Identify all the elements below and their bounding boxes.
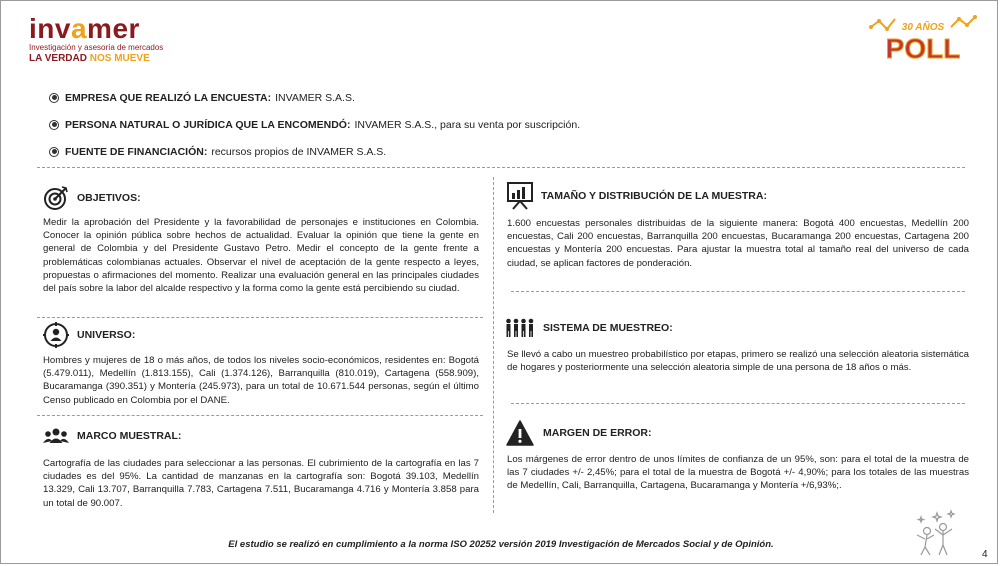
- section-title: UNIVERSO:: [77, 329, 136, 341]
- section-title: MARGEN DE ERROR:: [543, 427, 652, 439]
- presentation-chart-icon: [507, 183, 533, 209]
- badge-main-text: POLL: [885, 33, 961, 64]
- divider: [511, 291, 965, 292]
- invamer-logo: [29, 15, 179, 64]
- section-tamano-header: [507, 183, 767, 209]
- logo-subtitle: Investigación y asesoría de mercados: [29, 43, 164, 52]
- section-tamano-text: 1.600 encuestas personales distribuidas de la siguiente manera: Bogotá 400 encuestas, Medellín 200 encuestas, Cali 200 encuestas, Barranquilla 200 encuestas, Bucaramanga 200 encuestas, Cartagena 200 encuestas y Montería 200 encuestas. Para ajustar la muestra total al tamaño real del universo de cada ciudad, se aplican factores de ponderación.: [507, 218, 969, 269]
- list-item: FUENTE DE FINANCIACIÓN: recursos propios de INVAMER S.A.S.: [49, 138, 949, 165]
- section-margen-text: Los márgenes de error dentro de unos límites de confianza de un 95%, son: para el total de la muestra de las 7 ciudades +/- 2,45%; para el total de la muestra de Bogotá +/- 4,90%; para los totales de las muestras de Medellín, Cali, Barranquilla, Cartagena, Bucaramanga y Montería +/6,93%;.: [507, 454, 969, 492]
- section-objetivos-header: [43, 185, 141, 211]
- section-marco-header: [43, 423, 181, 449]
- section-title: MARCO MUESTRAL:: [77, 430, 182, 442]
- radio-bullet-icon: [49, 147, 59, 157]
- section-title: SISTEMA DE MUESTREO:: [543, 322, 673, 334]
- section-universo-header: [43, 322, 135, 348]
- poll-30-years-badge: [867, 13, 979, 69]
- celebration-illustration-icon: [907, 507, 963, 557]
- divider: [37, 167, 965, 168]
- logo-tagline: LA VERDAD NOS MUEVE: [29, 53, 150, 64]
- section-sistema-text: Se llevó a cabo un muestreo probabilístico por etapas, primero se realizó una selección aleatoria sistemática de hogares y posteriormente una selección aleatoria simple de una persona de 18 años o más.: [507, 349, 969, 374]
- page-number: 4: [982, 549, 988, 560]
- section-sistema-header: [505, 315, 673, 341]
- list-item: EMPRESA QUE REALIZÓ LA ENCUESTA: INVAMER S.A.S.: [49, 84, 949, 111]
- study-info-list: [49, 84, 949, 165]
- divider: [37, 317, 483, 318]
- section-universo-text: Hombres y mujeres de 18 o más años, de todos los niveles socio-económicos, residentes en: Bogotá (5.479.011), Medellín (1.813.155), Cali (1.374.126), Barranquilla (810.019), Cartagena (558.909), Bucaramanga (390.351) y Montería (245.973), para un total de 10.671.544 personas, según el último Censo publicado en Colombia por el DANE.: [43, 355, 479, 406]
- target-icon: [43, 185, 69, 211]
- column-divider: [493, 177, 494, 513]
- badge-top-text: 30 AÑOS: [901, 22, 945, 33]
- divider: [511, 403, 965, 404]
- radio-bullet-icon: [49, 120, 59, 130]
- warning-icon: [505, 420, 535, 446]
- section-margen-header: [505, 420, 652, 446]
- section-title: OBJETIVOS:: [77, 192, 141, 204]
- person-target-icon: [43, 322, 69, 348]
- section-objetivos-text: Medir la aprobación del Presidente y la favorabilidad de personajes e instituciones en Colombia. Conocer la opinión pública sobre hechos de actualidad. Evaluar la opinión que tiene la gente en general de Colombia y del Presidente Gustavo Petro. Medir el concepto de la gente frente a problemáticas colombianas actuales. Observar el nivel de aceptación de la gente respecto a leyes, propuestas o afirmaciones del momento. Realizar una evaluación general en las principales ciudades del país sobre la labor del alcalde respectivo y la forma como la gente está percibiendo su ciudad.: [43, 217, 479, 295]
- group-icon: [43, 423, 69, 449]
- section-title: TAMAÑO Y DISTRIBUCIÓN DE LA MUESTRA:: [541, 190, 767, 202]
- list-item: PERSONA NATURAL O JURÍDICA QUE LA ENCOMENDÓ: INVAMER S.A.S., para su venta por suscripción.: [49, 111, 949, 138]
- section-marco-text: Cartografía de las ciudades para seleccionar a las personas. El cubrimiento de la cartografía en las 7 ciudades es del 95%. La cantidad de manzanas en la cartografía son: Bogotá 39.103, Medellín 13.329, Cali 13.707, Barranquilla 7.783, Cartagena 7.511, Bucaramanga 4.716 y Montería 3.858 para un total de 90.007.: [43, 458, 479, 509]
- logo-wordmark: invamer: [29, 13, 140, 44]
- radio-bullet-icon: [49, 93, 59, 103]
- footer-note: El estudio se realizó en cumplimiento a la norma ISO 20252 versión 2019 Investigación de Mercados Social y de Opinión.: [228, 539, 774, 550]
- divider: [37, 415, 483, 416]
- people-row-icon: [505, 315, 535, 341]
